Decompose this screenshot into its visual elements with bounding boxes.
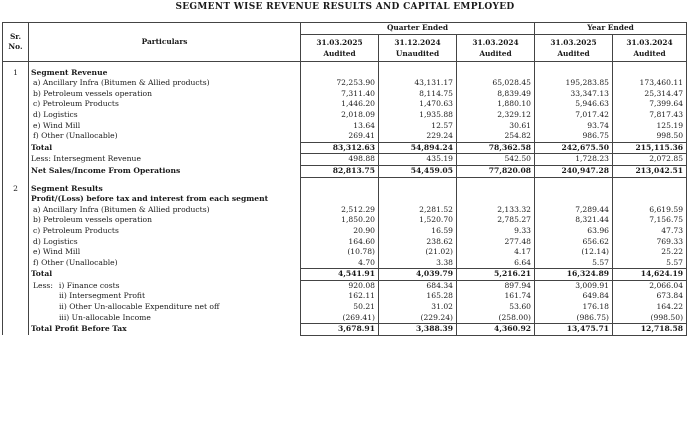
year-ended-header: Year Ended (535, 23, 687, 35)
value-cell: 4.70 (301, 258, 379, 269)
value-cell: 2,018.09 (301, 110, 379, 121)
sr-no-cell (3, 237, 29, 248)
column-header (379, 34, 457, 61)
value-cell: 7,817.43 (613, 110, 687, 121)
value-cell: 125.19 (613, 121, 687, 132)
value-cell (613, 68, 687, 79)
sr-no-cell (3, 215, 29, 226)
value-cell: 31.02 (379, 302, 457, 313)
table-row (3, 291, 687, 302)
table-row (3, 313, 687, 324)
value-cell: 3,678.91 (301, 324, 379, 336)
value-cell (535, 194, 613, 205)
particulars-cell: c) Petroleum Products (29, 226, 301, 237)
total-row (3, 142, 687, 154)
value-cell: 277.48 (457, 237, 535, 248)
particulars-cell: f) Other (Unallocable) (29, 258, 301, 269)
segment-table (2, 22, 687, 336)
section-subheading-row (3, 194, 687, 205)
particulars-cell: ii) Other Un-allocable Expenditure net off (29, 302, 301, 313)
column-status: Unaudited (395, 48, 440, 58)
net-sales-row (3, 165, 687, 177)
value-cell (301, 194, 379, 205)
value-cell: 5,216.21 (457, 269, 535, 281)
value-cell (301, 68, 379, 79)
value-cell (457, 68, 535, 79)
value-cell: 13,475.71 (535, 324, 613, 336)
value-cell: 25.22 (613, 247, 687, 258)
particulars-cell: Net Sales/Income From Operations (29, 165, 301, 177)
table-row (3, 280, 687, 291)
profit-before-tax-row (3, 324, 687, 336)
value-cell: 7,017.42 (535, 110, 613, 121)
value-cell (613, 184, 687, 195)
value-cell: 8,114.75 (379, 89, 457, 100)
value-cell: 165.28 (379, 291, 457, 302)
particulars-cell: Segment Results (29, 184, 301, 195)
value-cell: 16.59 (379, 226, 457, 237)
value-cell: 47.73 (613, 226, 687, 237)
particulars-cell: Total Profit Before Tax (29, 324, 301, 336)
value-cell: 3.38 (379, 258, 457, 269)
value-cell: 176.18 (535, 302, 613, 313)
value-cell: 4,541.91 (301, 269, 379, 281)
particulars-cell: d) Logistics (29, 110, 301, 121)
sr-no-cell (3, 165, 29, 177)
column-status: Audited (633, 48, 666, 58)
particulars-cell: b) Petroleum vessels operation (29, 215, 301, 226)
value-cell: 164.60 (301, 237, 379, 248)
table-row (3, 247, 687, 258)
value-cell: 656.62 (535, 237, 613, 248)
value-cell: 1,446.20 (301, 99, 379, 110)
sr-no-cell: 2 (3, 184, 29, 195)
value-cell: (269.41) (301, 313, 379, 324)
column-header (457, 34, 535, 61)
particulars-header: Particulars (29, 23, 301, 62)
sr-no-cell (3, 302, 29, 313)
value-cell: 998.50 (613, 131, 687, 142)
particulars-cell: iii) Un-allocable Income (29, 313, 301, 324)
column-status: Audited (557, 48, 590, 58)
particulars-cell: f) Other (Unallocable) (29, 131, 301, 142)
value-cell: 3,388.39 (379, 324, 457, 336)
value-cell: 1,520.70 (379, 215, 457, 226)
value-cell: 920.08 (301, 280, 379, 291)
sr-no-cell (3, 154, 29, 166)
value-cell: 254.82 (457, 131, 535, 142)
less-label: Less: (33, 280, 53, 290)
value-cell: 229.24 (379, 131, 457, 142)
value-cell (535, 68, 613, 79)
value-cell: 16,324.89 (535, 269, 613, 281)
sr-no-cell (3, 131, 29, 142)
value-cell: 53.60 (457, 302, 535, 313)
column-header (535, 34, 613, 61)
value-cell: 13.64 (301, 121, 379, 132)
value-cell: 25,314.47 (613, 89, 687, 100)
value-cell (457, 184, 535, 195)
value-cell: 897.94 (457, 280, 535, 291)
value-cell: 5.57 (613, 258, 687, 269)
table-row (3, 110, 687, 121)
value-cell: (986.75) (535, 313, 613, 324)
sr-no-cell (3, 205, 29, 216)
particulars-cell: a) Ancillary Infra (Bitumen & Allied products) (29, 205, 301, 216)
section-heading-row (3, 68, 687, 79)
value-cell: 82,813.75 (301, 165, 379, 177)
particulars-cell: b) Petroleum vessels operation (29, 89, 301, 100)
value-cell: 33,347.13 (535, 89, 613, 100)
value-cell: 161.74 (457, 291, 535, 302)
particulars-cell: e) Wind Mill (29, 121, 301, 132)
column-status: Audited (323, 48, 356, 58)
value-cell: 498.88 (301, 154, 379, 166)
value-cell: 7,156.75 (613, 215, 687, 226)
value-cell: 8,321.44 (535, 215, 613, 226)
value-cell: 164.22 (613, 302, 687, 313)
sr-no-cell (3, 291, 29, 302)
page-title: SEGMENT WISE REVENUE RESULTS AND CAPITAL EMPLOYED (175, 2, 515, 12)
value-cell: (229.24) (379, 313, 457, 324)
sr-no-cell (3, 89, 29, 100)
value-cell: 12.57 (379, 121, 457, 132)
column-date: 31.03.2024 (626, 37, 673, 47)
value-cell: 769.33 (613, 237, 687, 248)
particulars-cell: d) Logistics (29, 237, 301, 248)
sr-no-cell (3, 99, 29, 110)
value-cell: 1,850.20 (301, 215, 379, 226)
value-cell: 50.21 (301, 302, 379, 313)
sr-no-cell (3, 142, 29, 154)
particulars-cell (29, 280, 301, 291)
value-cell: 63.96 (535, 226, 613, 237)
table-row (3, 237, 687, 248)
sr-no-cell (3, 324, 29, 336)
value-cell: 238.62 (379, 237, 457, 248)
table-row (3, 78, 687, 89)
value-cell: 14,624.19 (613, 269, 687, 281)
quarter-ended-header: Quarter Ended (301, 23, 535, 35)
column-date: 31.03.2025 (550, 37, 597, 47)
value-cell: (21.02) (379, 247, 457, 258)
value-cell: 2,785.27 (457, 215, 535, 226)
value-cell: 30.61 (457, 121, 535, 132)
value-cell: 269.41 (301, 131, 379, 142)
value-cell: 9.33 (457, 226, 535, 237)
value-cell: 4.17 (457, 247, 535, 258)
value-cell: 2,066.04 (613, 280, 687, 291)
sr-no-cell (3, 269, 29, 281)
value-cell: 2,133.32 (457, 205, 535, 216)
value-cell: 7,311.40 (301, 89, 379, 100)
value-cell: 54,459.05 (379, 165, 457, 177)
value-cell: 2,329.12 (457, 110, 535, 121)
value-cell: 8,839.49 (457, 89, 535, 100)
sr-no-cell (3, 110, 29, 121)
value-cell: 3,009.91 (535, 280, 613, 291)
value-cell: 5.57 (535, 258, 613, 269)
value-cell (379, 68, 457, 79)
value-cell (379, 194, 457, 205)
table-row (3, 99, 687, 110)
value-cell: (998.50) (613, 313, 687, 324)
value-cell (535, 184, 613, 195)
value-cell: 684.34 (379, 280, 457, 291)
value-cell: 1,728.23 (535, 154, 613, 166)
value-cell: 83,312.63 (301, 142, 379, 154)
value-cell: 1,935.88 (379, 110, 457, 121)
value-cell: 240,947.28 (535, 165, 613, 177)
sr-no-cell (3, 258, 29, 269)
table-row (3, 89, 687, 100)
value-cell: 1,880.10 (457, 99, 535, 110)
table-row (3, 131, 687, 142)
value-cell: 2,072.85 (613, 154, 687, 166)
particulars-cell: Profit/(Loss) before tax and interest from each segment (29, 194, 301, 205)
column-date: 31.03.2024 (472, 37, 519, 47)
particulars-cell: e) Wind Mill (29, 247, 301, 258)
section-heading-row (3, 184, 687, 195)
value-cell: 65,028.45 (457, 78, 535, 89)
value-cell (613, 194, 687, 205)
table-row (3, 258, 687, 269)
value-cell: 2,512.29 (301, 205, 379, 216)
sr-no-cell (3, 280, 29, 291)
table-row (3, 121, 687, 132)
sr-no-cell (3, 313, 29, 324)
value-cell: 77,820.08 (457, 165, 535, 177)
value-cell: 54,894.24 (379, 142, 457, 154)
value-cell: 7,289.44 (535, 205, 613, 216)
column-date: 31.03.2025 (316, 37, 363, 47)
particulars-cell: Less: Intersegment Revenue (29, 154, 301, 166)
row-label: i) Finance costs (58, 280, 120, 290)
value-cell: 93.74 (535, 121, 613, 132)
sr-no-cell (3, 121, 29, 132)
sr-no-cell (3, 194, 29, 205)
value-cell: 43,131.17 (379, 78, 457, 89)
particulars-cell: Total (29, 269, 301, 281)
value-cell: 20.90 (301, 226, 379, 237)
value-cell (457, 194, 535, 205)
value-cell: 4,360.92 (457, 324, 535, 336)
value-cell: 6,619.59 (613, 205, 687, 216)
srno-header: Sr. No. (3, 23, 29, 62)
table-row (3, 215, 687, 226)
table-row (3, 302, 687, 313)
column-header (301, 34, 379, 61)
value-cell: 4,039.79 (379, 269, 457, 281)
table-row (3, 226, 687, 237)
value-cell: 986.75 (535, 131, 613, 142)
value-cell: (12.14) (535, 247, 613, 258)
value-cell: 195,283.85 (535, 78, 613, 89)
value-cell: 173,460.11 (613, 78, 687, 89)
value-cell: 242,675.50 (535, 142, 613, 154)
value-cell: 2,281.52 (379, 205, 457, 216)
value-cell: 673.84 (613, 291, 687, 302)
value-cell: 435.19 (379, 154, 457, 166)
value-cell: 213,042.51 (613, 165, 687, 177)
particulars-cell: c) Petroleum Products (29, 99, 301, 110)
sr-no-cell (3, 78, 29, 89)
value-cell: 5,946.63 (535, 99, 613, 110)
value-cell: (258.00) (457, 313, 535, 324)
particulars-cell: ii) Intersegment Profit (29, 291, 301, 302)
column-header (613, 34, 687, 61)
value-cell: 78,362.58 (457, 142, 535, 154)
value-cell: 542.50 (457, 154, 535, 166)
total-row (3, 269, 687, 281)
particulars-cell: a) Ancillary Infra (Bitumen & Allied products) (29, 78, 301, 89)
value-cell: 649.84 (535, 291, 613, 302)
value-cell (301, 184, 379, 195)
sr-no-cell (3, 226, 29, 237)
value-cell: 72,253.90 (301, 78, 379, 89)
value-cell: 162.11 (301, 291, 379, 302)
table-row (3, 154, 687, 166)
value-cell: 12,718.58 (613, 324, 687, 336)
value-cell: 6.64 (457, 258, 535, 269)
table-row (3, 205, 687, 216)
particulars-cell: Total (29, 142, 301, 154)
column-status: Audited (479, 48, 512, 58)
value-cell: 1,470.63 (379, 99, 457, 110)
column-date: 31.12.2024 (394, 37, 441, 47)
value-cell: (10.78) (301, 247, 379, 258)
value-cell (379, 184, 457, 195)
sr-no-cell (3, 247, 29, 258)
value-cell: 7,399.64 (613, 99, 687, 110)
particulars-cell: Segment Revenue (29, 68, 301, 79)
value-cell: 215,115.36 (613, 142, 687, 154)
sr-no-cell: 1 (3, 68, 29, 79)
